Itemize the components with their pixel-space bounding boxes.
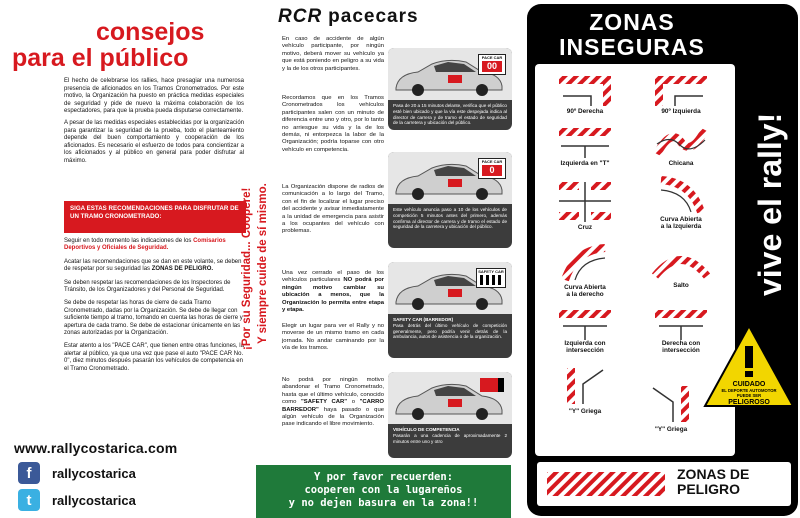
tag-number: 00 <box>482 61 502 72</box>
facebook-link[interactable] <box>18 462 248 484</box>
recommendation-item <box>64 259 246 274</box>
caption-title: SAFETY CAR (BARREDOR) <box>393 317 454 322</box>
recommendations-heading: SIGA ESTAS RECOMENDACIONES PARA DISFRUTAR DE UN TRAMO CRONOMETRADO: <box>64 201 246 233</box>
danger-line2: PELIGRO <box>677 481 741 497</box>
car-caption <box>388 424 512 447</box>
recommendation-item: Se debe de respetar las horas de cierre de cada Tramo Cronometrado, dadas por la Organización. Se debe de llegar con suficiente tiempo al tramo, tomando en cuenta las horas de cierre y apertura de cada tramo. Se debe de estacionar únicamente en las zonas autorizadas por la Organización. <box>64 300 243 337</box>
slogan-line2: Y siempre cuide de sí mismo. <box>257 183 269 344</box>
zone-label: Cruz <box>577 224 593 231</box>
middle-text-1: En caso de accidente de algún vehículo participante, por ningún motivo, deberá mover su vehículo ya que está poniendo en peligro a su vida y la de los otros participantes. <box>282 36 384 72</box>
zones-title <box>527 10 737 60</box>
car-caption: Este vehículo anuncia paso a 10 de los vehículos de competición 5 minutos antes del primero, además confirma al director de carrera y de tramo el estado de seguridad de la carretera y ubicación del público. <box>393 207 507 230</box>
safety-car-tag <box>476 268 506 288</box>
zone-salto <box>641 248 721 289</box>
danger-zones-label <box>677 467 749 497</box>
unsafe-zones-panel <box>527 4 798 516</box>
caption-title: VEHÍCULO DE COMPETENCIA <box>393 427 460 432</box>
zone-chicana <box>641 124 721 167</box>
reminder-line3: y no dejen basura en la zona!! <box>288 497 479 509</box>
danger-warning-sign <box>703 324 795 408</box>
pace-car-0-panel <box>388 152 512 248</box>
vertical-slogan <box>232 118 282 358</box>
twitter-handle: rallycostarica <box>52 492 136 508</box>
zone-label: Curva Abierta <box>660 216 702 223</box>
brand-pacecars: pacecars <box>328 6 419 27</box>
middle-text-5: Elegir un lugar para ver el Rally y no moverse de un mismo tramo en cada jornada. No andar caminando por la vía de los tramos. <box>282 323 384 352</box>
zone-label: 90º Derecha <box>566 108 604 115</box>
twitter-link[interactable] <box>18 489 248 511</box>
twitter-icon: t <box>18 489 40 511</box>
zone-label: a la derecho <box>566 291 604 298</box>
facebook-handle: rallycostarica <box>52 465 136 481</box>
warning-triangle-icon <box>703 324 795 408</box>
zone-label: 90º Izquierda <box>661 108 701 115</box>
zones-title-line2: INSEGURAS <box>559 34 705 60</box>
curve-right-icon <box>555 72 615 108</box>
zone-label: "Y" Griega <box>654 426 688 433</box>
pace-car-tag <box>478 54 506 75</box>
warning-line4: PELIGROSO <box>728 399 770 406</box>
tag-label: PACE CAR <box>481 159 503 164</box>
zone-izquierda-t <box>545 124 625 167</box>
zone-label: Curva Abierta <box>564 284 606 291</box>
vive-text: vive el rally! <box>752 112 788 296</box>
title-consejos: consejos <box>96 18 205 46</box>
recommendation-item: Estar atento a los "PACE CAR", que tienen entre otras funciones, la alertar al público, ya que una vez que pase el auto "PACE CAR No. 0", diez minutos después pasarán los vehículos de competencia en el Tramo Cronometrado. <box>64 343 244 372</box>
recommendation-item <box>64 238 246 253</box>
car-image <box>388 372 512 424</box>
zone-label: Salto <box>673 282 689 289</box>
car-caption: Pasa de 20 a 15 minutos delante, verifica que el público esté bien ubicado y que la vía este despejada indica al director de carrera y de tramo el estado de seguridad de la carretera y ubicación del público. <box>393 103 507 126</box>
safety-car-panel <box>388 262 512 358</box>
pace-car-tag <box>478 158 506 179</box>
intro-paragraph: A pesar de las medidas especiales establecidas por la organización para garantizar la seguridad de la prueba, todo el planteamiento depende del buen comportamiento y cooperación de los aficionados. Es necesario el esfuerzo de todos para concientizar a los aficionados y al público en general para poder disfrutar al máximo. <box>64 119 244 164</box>
zone-label: Chicana <box>668 160 694 167</box>
intro-paragraph: El hecho de celebrarse los rallies, hace presagiar una numerosa presencia de aficionados en los Tramos Cronometrados. Por este motivo, la Organización ha puesto en práctica medidas especiales de seguridad y pide de nuevo la máxima colaboración de los espectadores, para que la prueba pueda disputarse correctamente. <box>64 78 244 115</box>
danger-zones-banner <box>537 462 791 506</box>
right-intersection-icon <box>651 306 711 340</box>
open-curve-right-icon <box>555 244 615 284</box>
rec1-text: Seguir en todo momento las indicaciones de los <box>64 238 192 244</box>
y-junction-icon <box>555 364 615 408</box>
car-caption <box>388 314 512 343</box>
middle-text-4 <box>282 270 384 314</box>
rcr-pacecars-logo <box>278 6 419 28</box>
car-image <box>388 48 512 100</box>
caption-text: Pasa detrás del último vehículo de competición generalmente, pero podría venir detrás de la ambulancia, autos de asistencia o de la organización. <box>393 322 507 340</box>
zone-label: "Y" Griega <box>568 408 602 415</box>
warning-line3: PUEDE SER <box>736 393 762 398</box>
reminder-banner <box>256 465 511 518</box>
reminder-line1: Y por favor recuerden: <box>313 471 454 483</box>
left-column <box>0 0 255 518</box>
danger-line1: ZONAS DE <box>677 466 750 482</box>
tag-label: SAFETY CAR <box>478 269 504 274</box>
rec2-text: Acatar las recomendaciones que se dan en este volante, se deben de respetar por su seguridad las <box>64 258 242 273</box>
flag-icon <box>480 378 504 392</box>
text4-post: podrá por ningún motivo cambiar su ubicación a menos, que la Organización lo permita entre etapa y etapa. <box>282 277 384 314</box>
zone-90-izquierda <box>641 72 721 115</box>
text4-pre: Una vez cerrado el paso de los vehículos particulares <box>282 270 384 284</box>
reminder-line2: cooperen con la lugareños <box>304 484 463 496</box>
facebook-icon: f <box>18 462 40 484</box>
tag-label: PACE CAR <box>481 55 503 60</box>
website-link[interactable]: www.rallycostarica.com <box>14 440 178 456</box>
curve-left-icon <box>651 72 711 108</box>
zone-y-griega-2 <box>631 382 711 433</box>
middle-text-2: Recordamos que en los Tramos Cronometrados los vehículos participantes salen con un minuto de diferencia entre uno y otro, por lo tanto no arriesgue su vida y la de los demás, ni entorpezca la labor de la Organización; podría toparse con otro vehículo en competencia. <box>282 95 384 153</box>
warning-line1: CUIDADO <box>732 381 766 388</box>
checkered-flag-icon <box>480 275 502 285</box>
zone-90-derecha <box>545 72 625 115</box>
zone-y-griega-1 <box>545 364 625 415</box>
left-intersection-icon <box>555 306 615 340</box>
text6-post: haya pasado o que algún vehículo de la Organización pase indicando el libre movimiento. <box>282 406 384 428</box>
tag-number: 0 <box>482 165 502 176</box>
jump-icon <box>651 248 711 282</box>
hazard-stripes-icon <box>541 462 671 506</box>
recommendation-item: Se deben respetar las recomendaciones de los Inspectores de Tránsito, de los Organizadores y del Personal de Seguridad. <box>64 279 231 294</box>
intro-text <box>64 78 244 170</box>
caption-text: Pasarán a una cadencia de aproximadamente 2 minutos entre uno y otro <box>393 432 507 444</box>
text6-pre: No podrá por ningún motivo abandonar el Tramo Cronometrado, hasta que el último vehículo, conocido como <box>282 377 384 406</box>
zone-label: Izquierda con <box>564 340 606 347</box>
middle-text-3: La Organización dispone de radios de comunicación a lo largo del Tramo, con el fin de localizar el lugar preciso del accidente y avisar inmediatamente a la unidad de emergencia para asistir a los ocupantes del vehículo con problemas. <box>282 184 384 235</box>
title-para-el-publico: para el público <box>12 44 189 72</box>
zone-label: intersección <box>566 347 604 354</box>
text6-carro-barredor: "CARRO BARREDOR" <box>282 399 385 413</box>
y-junction-icon <box>641 382 701 426</box>
cross-intersection-icon <box>555 178 615 224</box>
recommendations-list <box>64 238 246 379</box>
warning-line2: EL DEPORTE AUTOMOTOR <box>721 388 777 393</box>
car-image <box>388 152 512 204</box>
rec1-highlight: Comisarios Deportivos y Oficiales de Seguridad. <box>64 238 226 252</box>
zone-label: Izquierda en "T" <box>560 160 610 167</box>
middle-text-6 <box>282 377 384 429</box>
brand-rcr: RCR <box>278 6 323 27</box>
text6-mid: o <box>351 399 355 406</box>
rec2-highlight: ZONAS DE PELIGRO. <box>151 266 214 273</box>
zone-label: a la Izquierda <box>660 223 702 230</box>
slogan-line1: ¡Por su Seguridad... Coopere! <box>241 187 253 350</box>
zone-label: Derecha con <box>661 340 701 347</box>
zones-title-line1: ZONAS <box>589 9 675 35</box>
t-junction-icon <box>555 124 615 160</box>
open-curve-left-icon <box>651 176 711 216</box>
competition-car-panel <box>388 372 512 458</box>
car-image <box>388 262 512 314</box>
zone-curva-abierta-derecha <box>545 244 625 298</box>
zone-izquierda-interseccion <box>545 306 625 354</box>
text4-no: NO <box>343 277 353 284</box>
text6-safety-car: "SAFETY CAR" <box>301 399 348 406</box>
vive-el-rally-slogan <box>739 74 795 304</box>
zone-cruz <box>545 178 625 231</box>
zone-curva-abierta-izquierda <box>641 176 721 230</box>
chicane-icon <box>651 124 711 160</box>
zone-label: intersección <box>662 347 700 354</box>
pace-car-00-panel <box>388 48 512 130</box>
